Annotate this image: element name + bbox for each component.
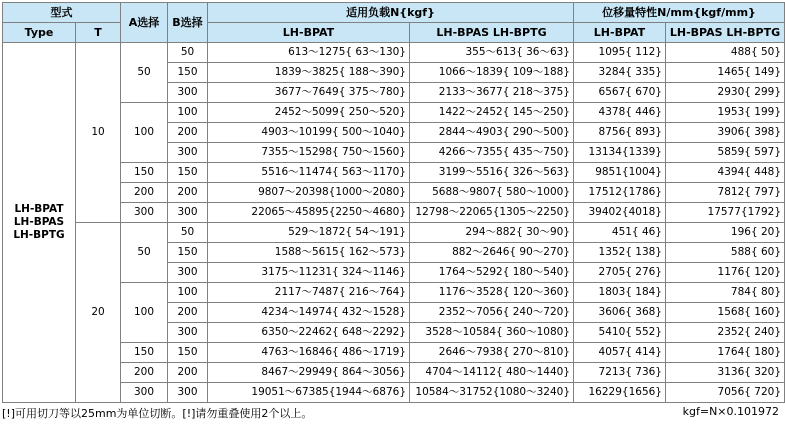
load-bpas-cell: 294～882{ 30～90}	[410, 223, 574, 243]
load-bpat-cell: 4234～14974{ 432～1528}	[208, 303, 410, 323]
load-bpas-cell: 2133～3677{ 218～375}	[410, 83, 574, 103]
b-cell: 100	[168, 103, 208, 123]
header-disp-col1: LH-BPAT	[574, 23, 666, 43]
b-cell: 150	[168, 243, 208, 263]
disp-bpat-cell: 16229{1656}	[574, 383, 666, 403]
header-t: T	[76, 23, 121, 43]
footer-note: [!]可用切刀等以25mm为单位切断。[!]请勿重叠使用2个以上。	[2, 407, 313, 420]
type-line: LH-BPTG	[13, 229, 65, 241]
a-cell: 150	[121, 163, 168, 183]
table-row	[3, 383, 785, 403]
disp-bpas-cell: 17577{1792}	[666, 203, 785, 223]
a-cell: 150	[121, 343, 168, 363]
disp-bpat-cell: 1352{ 138}	[574, 243, 666, 263]
disp-bpat-cell: 9851{1004}	[574, 163, 666, 183]
header-row-1	[3, 3, 785, 23]
b-cell: 300	[168, 323, 208, 343]
b-cell: 150	[168, 163, 208, 183]
b-cell: 50	[168, 223, 208, 243]
b-cell: 150	[168, 63, 208, 83]
disp-bpas-cell: 1465{ 149}	[666, 63, 785, 83]
disp-bpat-cell: 6567{ 670}	[574, 83, 666, 103]
header-load-col2: LH-BPAS LH-BPTG	[410, 23, 574, 43]
disp-bpat-cell: 5410{ 552}	[574, 323, 666, 343]
disp-bpat-cell: 4378{ 446}	[574, 103, 666, 123]
load-bpat-cell: 19051～67385{1944～6876}	[208, 383, 410, 403]
disp-bpat-cell: 1095{ 112}	[574, 43, 666, 63]
header-disp-col2: LH-BPAS LH-BPTG	[666, 23, 785, 43]
load-bpat-cell: 529～1872{ 54～191}	[208, 223, 410, 243]
header-displacement: 位移量特性N/mm{kgf/mm}	[574, 3, 785, 23]
t-cell: 10	[76, 43, 121, 223]
load-bpat-cell: 1839～3825{ 188～390}	[208, 63, 410, 83]
load-bpas-cell: 4266～7355{ 435～750}	[410, 143, 574, 163]
t-cell: 20	[76, 223, 121, 403]
spec-table	[2, 2, 785, 403]
disp-bpat-cell: 39402{4018}	[574, 203, 666, 223]
b-cell: 300	[168, 263, 208, 283]
disp-bpas-cell: 1764{ 180}	[666, 343, 785, 363]
load-bpas-cell: 3528～10584{ 360～1080}	[410, 323, 574, 343]
load-bpas-cell: 10584～31752{1080～3240}	[410, 383, 574, 403]
header-type: Type	[3, 23, 76, 43]
disp-bpat-cell: 3284{ 335}	[574, 63, 666, 83]
header-b-select: B选择	[168, 3, 208, 43]
load-bpas-cell: 2844～4903{ 290～500}	[410, 123, 574, 143]
disp-bpas-cell: 1176{ 120}	[666, 263, 785, 283]
load-bpas-cell: 1422～2452{ 145～250}	[410, 103, 574, 123]
b-cell: 300	[168, 383, 208, 403]
b-cell: 50	[168, 43, 208, 63]
disp-bpas-cell: 1568{ 160}	[666, 303, 785, 323]
a-cell: 300	[121, 383, 168, 403]
disp-bpat-cell: 1803{ 184}	[574, 283, 666, 303]
disp-bpat-cell: 4057{ 414}	[574, 343, 666, 363]
disp-bpas-cell: 3906{ 398}	[666, 123, 785, 143]
load-bpat-cell: 3677～7649{ 375～780}	[208, 83, 410, 103]
load-bpas-cell: 1176～3528{ 120～360}	[410, 283, 574, 303]
disp-bpat-cell: 17512{1786}	[574, 183, 666, 203]
load-bpas-cell: 3199～5516{ 326～563}	[410, 163, 574, 183]
disp-bpas-cell: 2352{ 240}	[666, 323, 785, 343]
load-bpat-cell: 2117～7487{ 216～764}	[208, 283, 410, 303]
load-bpat-cell: 2452～5099{ 250～520}	[208, 103, 410, 123]
disp-bpas-cell: 5859{ 597}	[666, 143, 785, 163]
load-bpat-cell: 8467～29949{ 864～3056}	[208, 363, 410, 383]
a-cell: 200	[121, 183, 168, 203]
b-cell: 300	[168, 203, 208, 223]
header-load: 适用负载N{kgf}	[208, 3, 574, 23]
disp-bpas-cell: 7812{ 797}	[666, 183, 785, 203]
table-row	[3, 163, 785, 183]
disp-bpas-cell: 196{ 20}	[666, 223, 785, 243]
disp-bpas-cell: 2930{ 299}	[666, 83, 785, 103]
b-cell: 200	[168, 123, 208, 143]
a-cell: 50	[121, 223, 168, 283]
load-bpas-cell: 1764～5292{ 180～540}	[410, 263, 574, 283]
disp-bpas-cell: 588{ 60}	[666, 243, 785, 263]
load-bpas-cell: 4704～14112{ 480～1440}	[410, 363, 574, 383]
b-cell: 300	[168, 83, 208, 103]
disp-bpas-cell: 3136{ 320}	[666, 363, 785, 383]
load-bpas-cell: 1066～1839{ 109～188}	[410, 63, 574, 83]
load-bpat-cell: 7355～15298{ 750～1560}	[208, 143, 410, 163]
a-cell: 200	[121, 363, 168, 383]
load-bpas-cell: 12798～22065{1305～2250}	[410, 203, 574, 223]
table-row	[3, 203, 785, 223]
table-row	[3, 103, 785, 123]
table-row	[3, 223, 785, 243]
header-a-select: A选择	[121, 3, 168, 43]
load-bpas-cell: 882～2646{ 90～270}	[410, 243, 574, 263]
disp-bpat-cell: 2705{ 276}	[574, 263, 666, 283]
header-row-2	[3, 23, 785, 43]
disp-bpat-cell: 13134{1339}	[574, 143, 666, 163]
disp-bpas-cell: 7056{ 720}	[666, 383, 785, 403]
type-cell	[3, 43, 76, 403]
load-bpas-cell: 2352～7056{ 240～720}	[410, 303, 574, 323]
disp-bpas-cell: 4394{ 448}	[666, 163, 785, 183]
load-bpat-cell: 1588～5615{ 162～573}	[208, 243, 410, 263]
load-bpat-cell: 4763～16846{ 486～1719}	[208, 343, 410, 363]
header-model: 型式	[3, 3, 121, 23]
a-cell: 50	[121, 43, 168, 103]
load-bpat-cell: 613～1275{ 63～130}	[208, 43, 410, 63]
b-cell: 150	[168, 343, 208, 363]
load-bpat-cell: 3175～11231{ 324～1146}	[208, 263, 410, 283]
footer-unit: kgf=N×0.101972	[682, 405, 779, 418]
b-cell: 300	[168, 143, 208, 163]
type-line: LH-BPAT	[14, 203, 64, 215]
disp-bpas-cell: 488{ 50}	[666, 43, 785, 63]
table-row	[3, 183, 785, 203]
disp-bpas-cell: 1953{ 199}	[666, 103, 785, 123]
table-row	[3, 343, 785, 363]
load-bpat-cell: 9807～20398{1000～2080}	[208, 183, 410, 203]
table-row	[3, 363, 785, 383]
b-cell: 200	[168, 363, 208, 383]
load-bpat-cell: 6350～22462{ 648～2292}	[208, 323, 410, 343]
load-bpat-cell: 4903～10199{ 500～1040}	[208, 123, 410, 143]
disp-bpat-cell: 3606{ 368}	[574, 303, 666, 323]
table-row	[3, 283, 785, 303]
b-cell: 100	[168, 283, 208, 303]
load-bpas-cell: 5688～9807{ 580～1000}	[410, 183, 574, 203]
load-bpas-cell: 355～613{ 36～63}	[410, 43, 574, 63]
table-row	[3, 43, 785, 63]
disp-bpat-cell: 7213{ 736}	[574, 363, 666, 383]
a-cell: 100	[121, 103, 168, 163]
disp-bpat-cell: 8756{ 893}	[574, 123, 666, 143]
disp-bpat-cell: 451{ 46}	[574, 223, 666, 243]
b-cell: 200	[168, 183, 208, 203]
load-bpat-cell: 5516～11474{ 563～1170}	[208, 163, 410, 183]
b-cell: 200	[168, 303, 208, 323]
header-load-col1: LH-BPAT	[208, 23, 410, 43]
type-line: LH-BPAS	[13, 216, 65, 228]
a-cell: 100	[121, 283, 168, 343]
load-bpat-cell: 22065～45895{2250～4680}	[208, 203, 410, 223]
load-bpas-cell: 2646～7938{ 270～810}	[410, 343, 574, 363]
a-cell: 300	[121, 203, 168, 223]
disp-bpas-cell: 784{ 80}	[666, 283, 785, 303]
